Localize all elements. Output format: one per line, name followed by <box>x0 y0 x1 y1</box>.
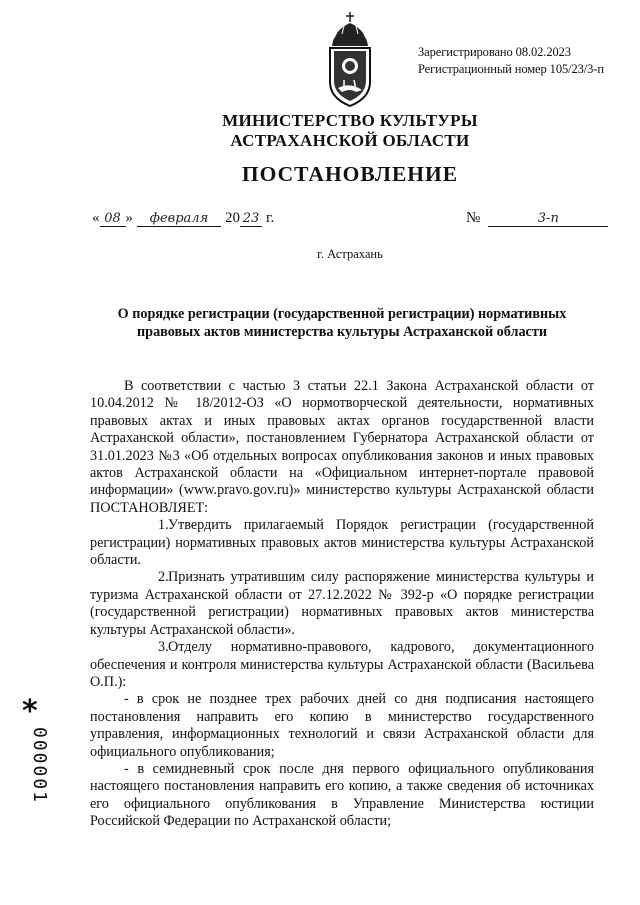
date-day: 08 <box>100 212 126 227</box>
item-1-number: 1. <box>158 517 169 534</box>
date-month: февраля <box>137 212 221 227</box>
preamble-paragraph: В соответствии с частью 3 статьи 22.1 Закона Астраханской области от 10.04.2012 № 18/2012-ОЗ «О нормотворческой деятельности, нормативных правовых актах и иных правовых актах органов государственной власти Астраханской области», постановлением Губернатора Астраханской области от 31.01.2023 №3 «Об отдельных вопросах опубликования законов и иных правовых актов Астраханской области на «Официальном интернет-портале правовой информации» (www.pravo.gov.ru)» министерство культуры Астраханской области ПОСТАНОВЛЯЕТ: <box>90 378 594 516</box>
stamp-number: 000001 <box>29 727 50 805</box>
city: г. Астрахань <box>317 247 383 261</box>
subitem-1: - в срок не позднее трех рабочих дней со дня подписания настоящего постановления направить его копию в министерство государственного управления, информационных технологий и связи Астраханской области для официального опубликования; <box>90 691 594 760</box>
ministry-title <box>150 111 550 151</box>
registration-block <box>418 44 604 78</box>
number-value: 3-п <box>488 212 608 227</box>
date-close-quote: » <box>125 210 133 226</box>
item-2 <box>90 569 594 639</box>
item-3-number: 3. <box>158 639 169 656</box>
item-2-number: 2. <box>158 569 169 586</box>
subitem-2: - в семидневный срок после дня первого официального опубликования настоящего постановления направить его копию, а также сведения об источниках его официального опубликования в Управление Министерства юстиции Российской Федерации по Астраханской области; <box>90 760 594 830</box>
date-year-prefix: 20 <box>225 210 240 226</box>
decree-number <box>466 210 608 227</box>
item-2-text: Признать утратившим силу распоряжение министерства культуры и туризма Астраханской области от 27.12.2022 № 392-р «О порядке регистрации (государственной регистрации) нормативных правовых актов министерства культуры Астраханской области». <box>90 569 594 638</box>
decree-subject <box>92 305 592 341</box>
decree-date <box>92 210 274 227</box>
subject-line1: О порядке регистрации (государственной регистрации) нормативных <box>117 306 567 322</box>
astrakhan-coat-of-arms-icon <box>322 10 378 112</box>
ministry-title-line2: АСТРАХАНСКОЙ ОБЛАСТИ <box>230 131 470 150</box>
registration-number: Регистрационный номер 105/23/3-п <box>418 62 604 76</box>
item-3-text: Отделу нормативно-правового, кадрового, документационного обеспечения и контроля министерства культуры Астраханской области (Васильева О.П.): <box>90 639 594 690</box>
document-type: ПОСТАНОВЛЕНИЕ <box>241 162 459 186</box>
subject-line2: правовых актов министерства культуры Астраханской области <box>137 324 547 340</box>
number-label: № <box>466 210 481 226</box>
registration-date: Зарегистрировано 08.02.2023 <box>418 45 571 59</box>
stamp-star: * <box>22 694 38 729</box>
date-year-suffix: 23 <box>240 212 262 227</box>
decree-body <box>90 378 594 831</box>
ministry-title-line1: МИНИСТЕРСТВО КУЛЬТУРЫ <box>222 111 478 130</box>
item-1-text: Утвердить прилагаемый Порядок регистрации (государственной регистрации) нормативных правовых актов министерства культуры Астраханской области. <box>90 517 594 569</box>
item-3 <box>90 639 594 691</box>
item-1 <box>90 517 594 569</box>
date-year-unit: г. <box>266 210 275 226</box>
date-open-quote: « <box>92 210 100 226</box>
